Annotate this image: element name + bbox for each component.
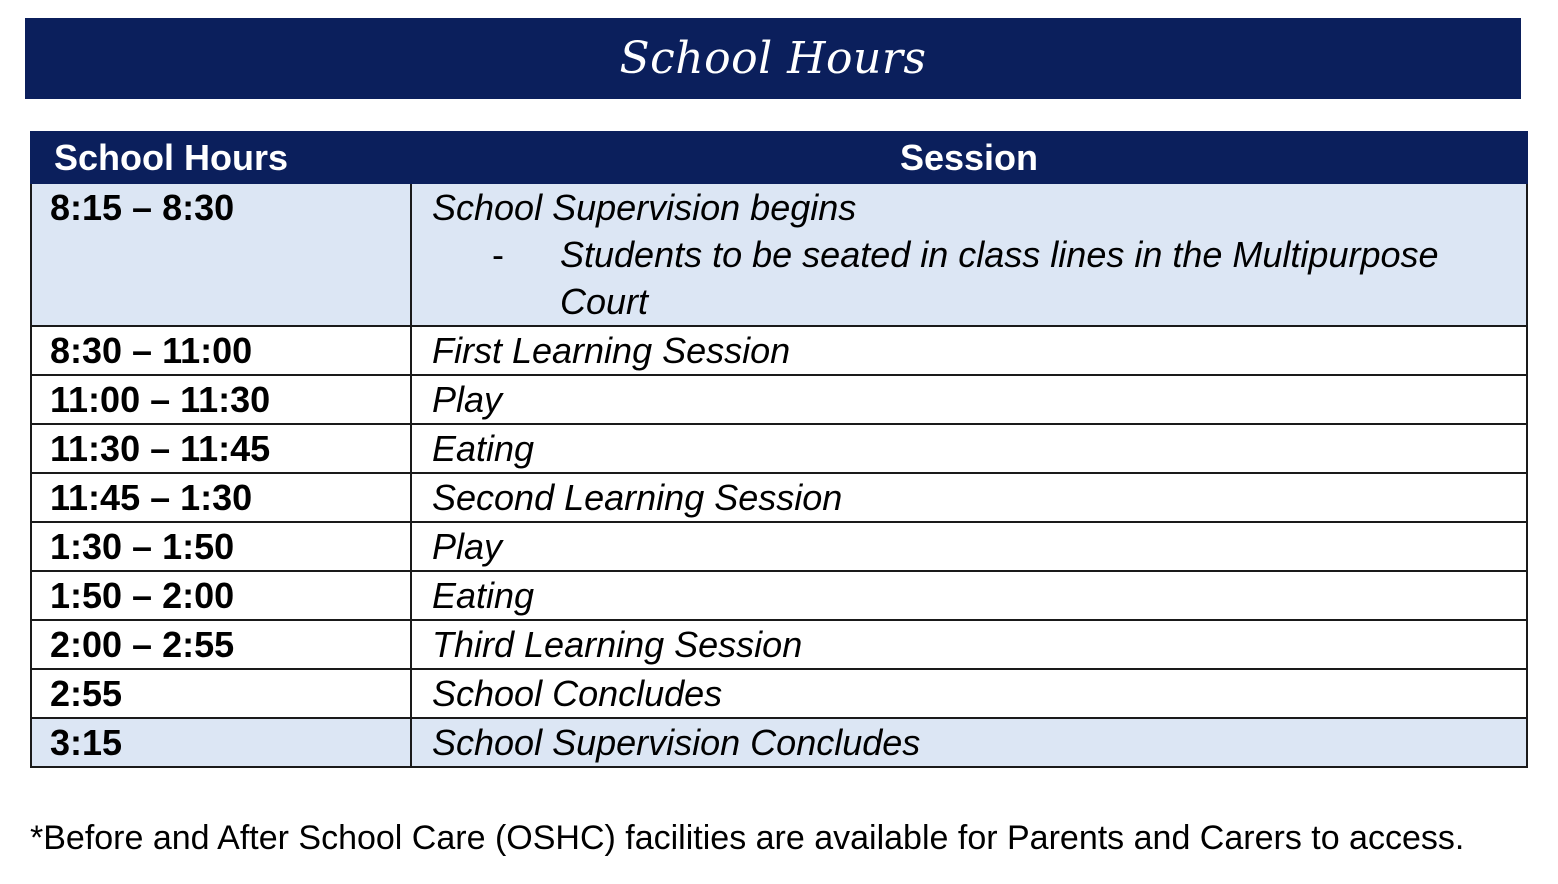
footnote: *Before and After School Care (OSHC) facilities are available for Parents and Carers to access.	[30, 819, 1465, 857]
session-cell: School Concludes	[411, 669, 1527, 718]
column-header-session: Session	[411, 132, 1527, 183]
table-row	[31, 375, 1527, 424]
table-row	[31, 522, 1527, 571]
time-cell: 1:50 – 2:00	[31, 571, 411, 620]
bullet-text: Students to be seated in class lines in the Multipurpose Court	[560, 234, 1439, 322]
session-cell: Eating	[411, 571, 1527, 620]
session-cell: School Supervision Concludes	[411, 718, 1527, 767]
bullet-dash: -	[492, 234, 504, 275]
time-cell: 11:30 – 11:45	[31, 424, 411, 473]
session-cell: Second Learning Session	[411, 473, 1527, 522]
session-cell: Play	[411, 375, 1527, 424]
table-row	[31, 326, 1527, 375]
table-row	[31, 424, 1527, 473]
session-cell: Eating	[411, 424, 1527, 473]
session-bullet	[492, 231, 1526, 325]
time-cell: 11:45 – 1:30	[31, 473, 411, 522]
table-row	[31, 669, 1527, 718]
time-cell: 2:00 – 2:55	[31, 620, 411, 669]
title-banner	[25, 18, 1521, 99]
session-cell: Third Learning Session	[411, 620, 1527, 669]
session-cell	[411, 183, 1527, 326]
time-cell: 1:30 – 1:50	[31, 522, 411, 571]
time-cell: 8:15 – 8:30	[31, 183, 411, 326]
column-header-school-hours: School Hours	[31, 132, 411, 183]
table-row	[31, 473, 1527, 522]
time-cell: 3:15	[31, 718, 411, 767]
school-hours-table	[30, 131, 1528, 768]
table-row	[31, 183, 1527, 326]
table-header-row	[31, 132, 1527, 183]
table-row	[31, 718, 1527, 767]
time-cell: 2:55	[31, 669, 411, 718]
table-row	[31, 620, 1527, 669]
page-title: School Hours	[619, 32, 927, 84]
session-cell: Play	[411, 522, 1527, 571]
time-cell: 8:30 – 11:00	[31, 326, 411, 375]
table-row	[31, 571, 1527, 620]
time-cell: 11:00 – 11:30	[31, 375, 411, 424]
session-text: School Supervision begins	[432, 187, 857, 228]
session-cell: First Learning Session	[411, 326, 1527, 375]
